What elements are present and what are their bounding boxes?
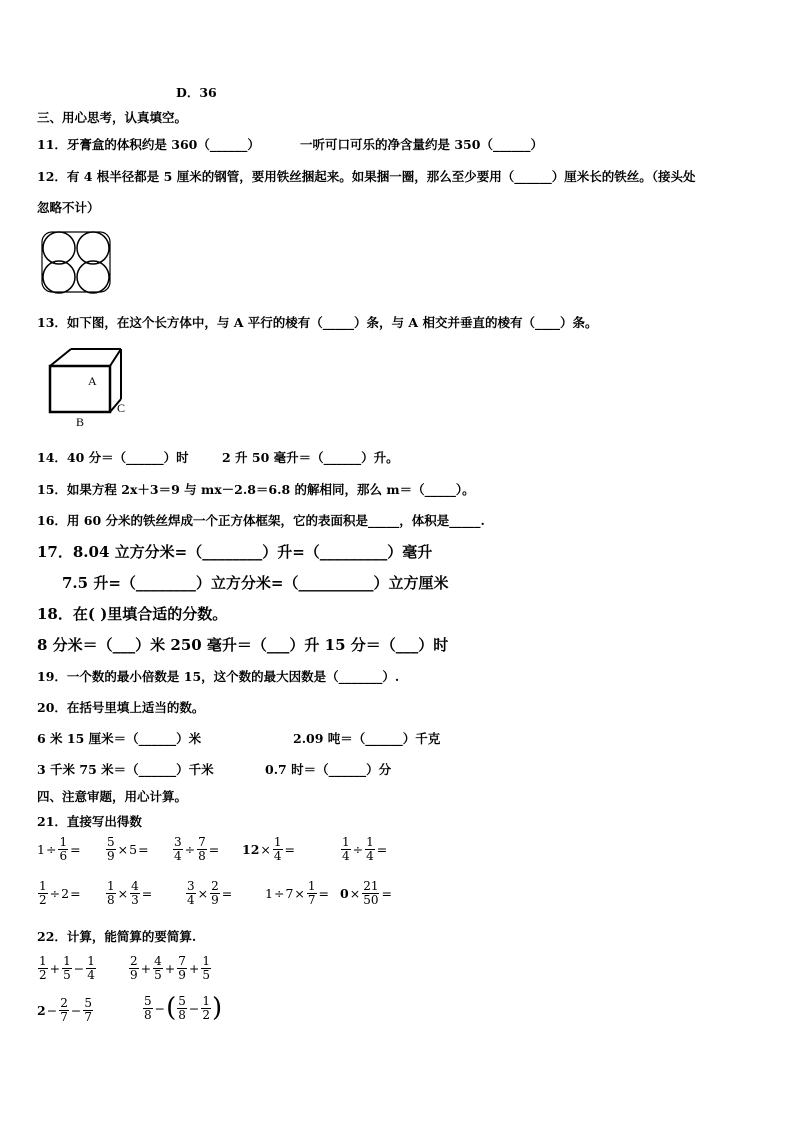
question-15: 15．如果方程 2x＋3＝9 与 mx－2.8＝6.8 的解相同，那么 m＝（_____）。 [37, 482, 475, 497]
calc-22-4: $\frac{5}{8}$ − ( $\frac{5}{8}$ − $\frac{1}{2}$ ) [144, 993, 223, 1024]
question-17-line-1: 17．8.04 立方分米=（________）升=（_________）毫升 [37, 543, 433, 561]
cuboid-figure [40, 344, 140, 432]
question-20-b: 2.09 吨＝（______）千克 [293, 731, 441, 746]
section-3-heading: 三、用心思考，认真填空。 [37, 110, 188, 125]
calc-2-1: $\frac{1}{2}$ ÷ 2 = [39, 879, 81, 907]
option-d: D．36 [176, 85, 217, 100]
question-14-a: 14．40 分＝（______）时 [37, 450, 189, 465]
question-17-line-2: 7.5 升=（________）立方分米=（__________）立方厘米 [62, 574, 449, 592]
question-16: 16．用 60 分米的铁丝焊成一个正方体框架，它的表面积是_____，体积是_____. [37, 513, 485, 528]
calc-1-3: $\frac{3}{4}$ ÷ $\frac{7}{8}$ = [174, 835, 220, 863]
section-4-heading: 四、注意审题，用心计算。 [37, 789, 188, 804]
question-13: 13．如下图，在这个长方体中，与 A 平行的棱有（_____）条，与 A 相交并垂直的棱有（____）条。 [37, 315, 598, 330]
question-20-title: 20．在括号里填上适当的数。 [37, 700, 205, 715]
bundled-pipes-figure [40, 230, 112, 294]
label-c: C [117, 401, 126, 415]
question-12-line-2: 忽略不计） [37, 200, 100, 215]
label-b: B [76, 415, 85, 429]
question-20-c: 3 千米 75 米＝（______）千米 [37, 762, 214, 777]
question-11-b: 一听可口可乐的净含量约是 350（______） [300, 137, 543, 152]
calc-2-2: $\frac{1}{8}$ × $\frac{4}{3}$ = [107, 879, 153, 907]
question-20-d: 0.7 时＝（______）分 [265, 762, 392, 777]
calc-22-3: 2 − $\frac{2}{7}$ − $\frac{5}{7}$ [37, 996, 92, 1024]
calc-2-5: 0 × $\frac{21}{50}$ = [340, 879, 392, 907]
question-19: 19．一个数的最小倍数是 15，这个数的最大因数是（_______）. [37, 669, 400, 684]
calc-1-1: 1 ÷ $\frac{1}{6}$ = [37, 835, 81, 863]
question-20-a: 6 米 15 厘米＝（______）米 [37, 731, 202, 746]
question-18-title: 18．在( )里填合适的分数。 [37, 605, 228, 623]
calc-1-4: 12 × $\frac{1}{4}$ = [242, 835, 296, 863]
question-12-line-1: 12．有 4 根半径都是 5 厘米的钢管，要用铁丝捆起来。如果捆一圈，那么至少要用（______）厘米长的铁丝。（接头处 [37, 169, 696, 184]
calc-1-5: $\frac{1}{4}$ ÷ $\frac{1}{4}$ = [342, 835, 388, 863]
calc-22-2: $\frac{2}{9}$ + $\frac{4}{5}$ + $\frac{7}{9}$ + $\frac{1}{5}$ [130, 954, 211, 982]
question-14-b: 2 升 50 毫升＝（______）升。 [222, 450, 399, 465]
question-18-line: 8 分米＝（___）米 250 毫升＝（___）升 15 分＝（___）时 [37, 636, 449, 654]
question-22-title: 22．计算，能简算的要简算. [37, 929, 197, 944]
question-21-title: 21．直接写出得数 [37, 814, 142, 829]
label-a: A [88, 374, 97, 388]
calc-22-1: $\frac{1}{2}$ + $\frac{1}{5}$ − $\frac{1}{4}$ [39, 954, 95, 982]
calc-2-3: $\frac{3}{4}$ × $\frac{2}{9}$ = [187, 879, 233, 907]
question-11-a: 11．牙膏盒的体积约是 360（______） [37, 137, 260, 152]
calc-2-4: 1 ÷ 7 × $\frac{1}{7}$ = [265, 879, 329, 907]
calc-1-2: $\frac{5}{9}$ × 5 = [107, 835, 149, 863]
